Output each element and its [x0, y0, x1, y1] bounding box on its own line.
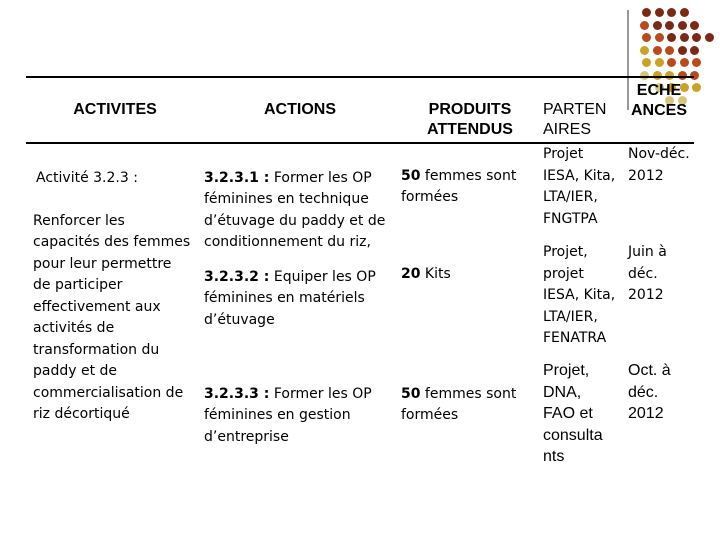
action-text-3: Former les OP féminines en gestion d’entreprise	[204, 385, 372, 445]
decorative-dot	[655, 33, 664, 42]
decorative-dot	[642, 8, 651, 17]
produit-cell-2	[401, 242, 541, 285]
header-activites: ACTIVITES	[73, 101, 157, 118]
produit-text-1: femmes sont formées	[401, 167, 517, 205]
action-code-1: 3.2.3.1 :	[204, 169, 270, 186]
decorative-dot	[680, 33, 689, 42]
partenaires-cell-2: Projet, projet IESA, Kita, LTA/IER, FENATRA	[543, 244, 616, 346]
echeance-cell-3: Oct. à déc. 2012	[628, 362, 671, 422]
action-cell-2	[204, 245, 400, 331]
decorative-dot	[667, 8, 676, 17]
decorative-dot	[640, 46, 649, 55]
echeance-cell-1: Nov-déc. 2012	[628, 146, 690, 184]
decorative-dot	[667, 33, 676, 42]
partenaires-cell-3: Projet, DNA, FAO et consulta nts	[543, 362, 603, 465]
decorative-dot	[665, 21, 674, 30]
decorative-dot	[678, 71, 687, 80]
header-echeances: ECHE ANCES	[630, 82, 687, 119]
activity-cell	[33, 146, 198, 426]
decorative-dot	[653, 21, 662, 30]
produit-cell-1	[401, 144, 541, 209]
produit-text-2: Kits	[420, 265, 451, 282]
produit-qty-2: 20	[401, 265, 421, 282]
action-code-2: 3.2.3.2 :	[204, 268, 270, 285]
decorative-dot	[680, 58, 689, 67]
decorative-dot	[680, 8, 689, 17]
action-cell-3	[204, 362, 400, 448]
decorative-dot	[642, 58, 651, 67]
decorative-dot	[678, 46, 687, 55]
decorative-dot	[692, 83, 701, 92]
action-text-1: Former les OP féminines en technique d’étuvage du paddy et de conditionnement du riz,	[204, 169, 386, 250]
decorative-dot	[655, 58, 664, 67]
produit-cell-3	[401, 362, 541, 427]
header-produits-attendus: PRODUITS ATTENDUS	[427, 101, 513, 138]
produit-qty-3: 50	[401, 385, 421, 402]
decorative-dot	[692, 33, 701, 42]
decorative-dot	[640, 21, 649, 30]
activity-code: Activité 3.2.3 :	[36, 169, 138, 186]
header-actions: ACTIONS	[264, 101, 336, 118]
decorative-dot	[653, 71, 662, 80]
decorative-dot	[653, 46, 662, 55]
decorative-dot	[665, 71, 674, 80]
decorative-dot	[690, 71, 699, 80]
decorative-dot	[678, 21, 687, 30]
decorative-dot	[690, 21, 699, 30]
decorative-dot	[655, 8, 664, 17]
decorative-dot	[665, 46, 674, 55]
activity-description: Renforcer les capacités des femmes pour leur permettre de participer effectivement aux activités de transformation du paddy et de commercialisation de riz décortiqué	[33, 212, 191, 422]
produit-text-3: femmes sont formées	[401, 385, 517, 423]
decorative-dot	[692, 58, 701, 67]
action-code-3: 3.2.3.3 :	[204, 385, 270, 402]
decorative-dot	[690, 46, 699, 55]
decorative-dot	[640, 71, 649, 80]
decorative-dot	[667, 58, 676, 67]
produit-qty-1: 50	[401, 167, 421, 184]
echeance-cell-2: Juin à déc. 2012	[628, 244, 667, 303]
decorative-dot	[705, 33, 714, 42]
action-text-2: Equiper les OP féminines en matériels d’étuvage	[204, 268, 376, 328]
action-cell-1	[204, 146, 400, 254]
partenaires-cell-1: Projet IESA, Kita, LTA/IER, FNGTPA	[543, 146, 616, 227]
decorative-dot	[642, 33, 651, 42]
header-partenaires: PARTEN AIRES	[543, 101, 607, 138]
table-top-border	[26, 76, 694, 78]
